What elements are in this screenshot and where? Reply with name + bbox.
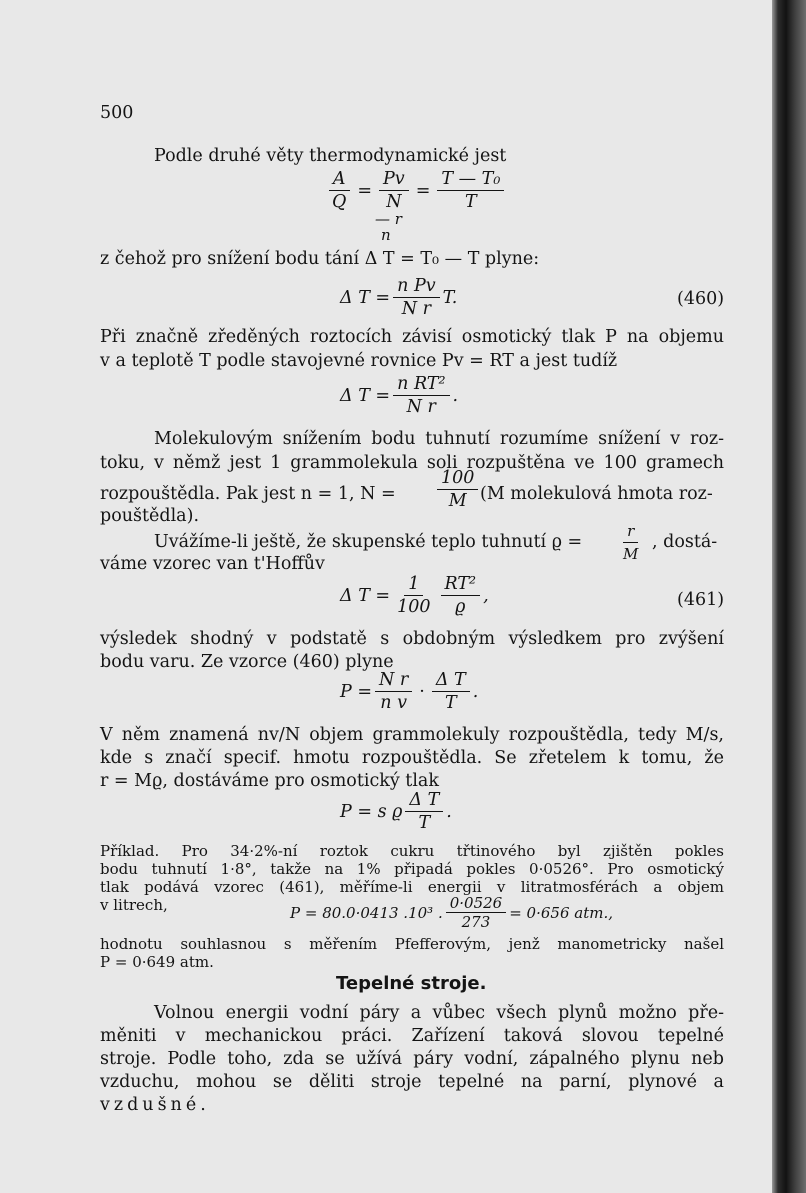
fraction-100-over-m: $\frac{100}{M}$	[434, 467, 481, 512]
text-line: Molekulovým snížením bodu tuhnutí rozumíme snížení v roz-	[154, 429, 724, 449]
equation-second-law-sub2: n	[381, 226, 391, 244]
text-line: (M molekulová hmota roz-	[480, 484, 713, 504]
text-line: vzdušné.	[100, 1095, 210, 1115]
fraction-r-over-m: $\frac{r}{M}$	[623, 522, 639, 563]
text-line: , dostá-	[652, 532, 718, 552]
equation-460: Δ T = $\frac{\text{n Pv}}{\text{N r}}$ T.	[340, 276, 458, 319]
example-line: tlak podává vzorec (461), měříme-li energii v litratmosférách a objem	[100, 878, 724, 896]
page-number: 500	[100, 103, 134, 123]
equation-label-460: (460)	[677, 289, 725, 309]
text-line: Podle druhé věty thermodynamické jest	[154, 146, 507, 166]
text-line: r = Mϱ, dostáváme pro osmotický tlak	[100, 771, 439, 791]
section-heading: Tepelné stroje.	[336, 973, 487, 994]
text-line: z čehož pro snížení bodu tání Δ T = T₀ — T plyne:	[100, 249, 540, 269]
text-line: v a teplotě T podle stavojevné rovnice Pv = RT a jest tudíž	[100, 351, 618, 371]
text-line: měniti v mechanickou práci. Zařízení taková slovou tepelné	[100, 1026, 724, 1046]
equation-osmotic-pressure: P = $\frac{\text{N r}}{\text{n v}}$ · $\frac{\text{Δ T}}{T}$ .	[340, 670, 479, 713]
text-line: bodu varu. Ze vzorce (460) plyne	[100, 652, 394, 672]
equation-label-461: (461)	[677, 590, 725, 610]
example-line: P = 0·649 atm.	[100, 953, 214, 971]
text-line: toku, v němž jest 1 grammolekula soli rozpuštěna ve 100 gramech	[100, 453, 724, 473]
text-line: váme vzorec van t'Hoffův	[100, 554, 325, 574]
example-equation: P = 80.0·0413 .10³ . $\frac{0\cdot 0526}{273}$ = 0·656 atm.,	[290, 894, 613, 931]
page-edge-shadow	[772, 0, 806, 1193]
equation-delta-t-rt2: Δ T = $\frac{\text{n RT²}}{\text{N r}}$ .	[340, 374, 459, 417]
text-line: pouštědla).	[100, 506, 200, 526]
text-line: V něm znamená nv/N objem grammolekuly rozpouštědla, tedy M/s,	[100, 725, 724, 745]
text-line: rozpouštědla. Pak jest n = 1, N =	[100, 484, 396, 504]
example-line: hodnotu souhlasnou s měřením Pfefferovým, jenž manometricky našel	[100, 935, 724, 953]
example-line: bodu tuhnutí 1·8°, takže na 1% připadá pokles 0·0526°. Pro osmotický	[100, 860, 724, 878]
equation-osmotic-pressure-simple: P = s ϱ $\frac{\text{Δ T}}{T}$ .	[340, 790, 452, 833]
example-line: v litrech,	[100, 896, 168, 914]
text-line: kde s značí specif. hmotu rozpouštědla. Se zřetelem k tomu, že	[100, 748, 724, 768]
text-line: Uvážíme-li ještě, že skupenské teplo tuhnutí ϱ =	[154, 532, 583, 552]
text-line: vzduchu, mohou se děliti stroje tepelné na parní, plynové a	[100, 1072, 724, 1092]
equation-second-law-sub: — r	[375, 210, 402, 228]
equation-second-law: $\frac{A}{Q}$ = $\frac{Pv}{N}$ = $\frac{\text{T — T₀}}{T}$	[325, 168, 507, 213]
example-line: Příklad. Pro 34·2%-ní roztok cukru třtinového byl zjištěn pokles	[100, 842, 724, 860]
text-line: stroje. Podle toho, zda se užívá páry vodní, zápalného plynu neb	[100, 1049, 724, 1069]
equation-461: Δ T = $\frac{1}{100}$ $\frac{\text{RT²}}{ϱ}$ ,	[340, 574, 489, 617]
text-line: Volnou energii vodní páry a vůbec všech plynů možno pře-	[154, 1003, 724, 1023]
text-line: Při značně zředěných roztocích závisí osmotický tlak P na objemu	[100, 327, 724, 347]
text-line: výsledek shodný v podstatě s obdobným výsledkem pro zvýšení	[100, 629, 724, 649]
